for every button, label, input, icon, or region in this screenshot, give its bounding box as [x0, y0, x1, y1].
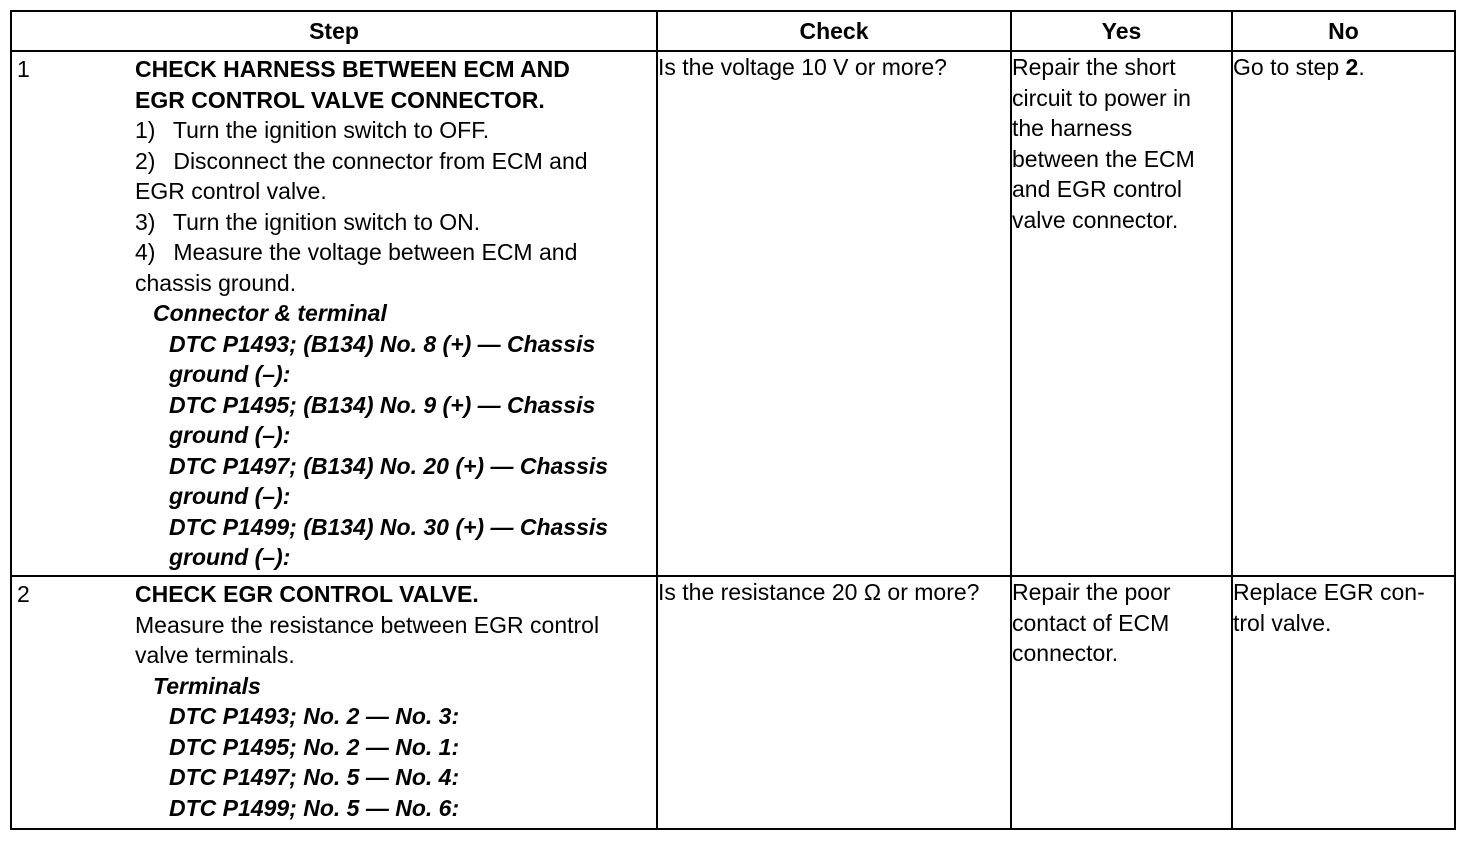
instruction-line: valve terminals. [135, 642, 295, 668]
sub-heading: Connector & terminal [153, 300, 387, 326]
instruction-line: EGR control valve. [135, 178, 327, 204]
table-row [11, 51, 1455, 576]
terminal-spec-line: ground (–): [169, 544, 291, 570]
terminal-spec-line: DTC P1495; No. 2 — No. 1: [169, 733, 460, 760]
diagnostic-procedure-document [10, 10, 1456, 830]
no-action [1233, 52, 1454, 83]
terminal-spec-line: DTC P1495; (B134) No. 9 (+) — Chassis [169, 391, 596, 418]
yes-line: between the ECM [1012, 145, 1195, 172]
instruction-line: chassis ground. [135, 269, 297, 296]
step-body [12, 52, 656, 573]
terminal-spec-line: DTC P1497; (B134) No. 20 (+) — Chassis [169, 452, 609, 479]
instruction-line: 4) Measure the voltage between ECM and [135, 239, 578, 265]
terminal-spec-line: ground (–): [169, 483, 291, 509]
diagnostic-steps-table [10, 10, 1456, 830]
step-number: 1 [17, 56, 30, 82]
yes-line: the harness [1012, 115, 1133, 141]
yes-line: circuit to power in [1012, 84, 1191, 111]
step-title-line: EGR CONTROL VALVE CONNECTOR. [135, 86, 545, 113]
no-cell [1232, 51, 1455, 576]
step-title-line: CHECK HARNESS BETWEEN ECM AND [135, 56, 570, 82]
yes-cell [1011, 576, 1232, 829]
step-number: 2 [17, 581, 30, 607]
header-yes: Yes [1011, 11, 1232, 51]
yes-line: contact of ECM [1012, 609, 1170, 636]
no-line: Replace EGR con- [1233, 579, 1425, 605]
terminal-spec-line: DTC P1493; No. 2 — No. 3: [169, 703, 460, 729]
table-header-row [11, 11, 1455, 51]
sub-heading: Terminals [153, 672, 261, 699]
terminal-spec-line: ground (–): [169, 361, 291, 387]
no-line: trol valve. [1233, 609, 1332, 636]
step-title-line: CHECK EGR CONTROL VALVE. [135, 581, 479, 607]
terminal-spec-line: DTC P1493; (B134) No. 8 (+) — Chassis [169, 330, 596, 357]
instruction-line: 2) Disconnect the connector from ECM and [135, 147, 588, 174]
no-step-ref: 2 [1345, 54, 1359, 80]
header-no: No [1232, 11, 1455, 51]
step-cell [11, 51, 657, 576]
table-row [11, 576, 1455, 829]
header-check: Check [657, 11, 1011, 51]
header-step: Step [11, 11, 657, 51]
terminal-spec-line: DTC P1497; No. 5 — No. 4: [169, 764, 460, 790]
yes-line: Repair the short [1012, 54, 1176, 80]
yes-cell [1011, 51, 1232, 576]
no-cell [1232, 576, 1455, 829]
instruction-line: 3) Turn the ignition switch to ON. [135, 208, 481, 235]
yes-line: Repair the poor [1012, 579, 1171, 605]
yes-line: and EGR control [1012, 176, 1183, 202]
instruction-line: Measure the resistance between EGR control [135, 611, 600, 638]
yes-line: valve connector. [1012, 206, 1179, 233]
instruction-line: 1) Turn the ignition switch to OFF. [135, 117, 490, 143]
check-cell [657, 576, 1011, 829]
terminal-spec-line: DTC P1499; (B134) No. 30 (+) — Chassis [169, 513, 609, 540]
no-prefix: Go to step [1233, 54, 1346, 80]
check-question: Is the resistance 20 Ω or more? [658, 579, 980, 605]
check-cell [657, 51, 1011, 576]
no-suffix: . [1358, 54, 1365, 80]
yes-line: connector. [1012, 640, 1119, 666]
step-body [12, 577, 656, 823]
check-question: Is the voltage 10 V or more? [658, 54, 947, 80]
terminal-spec-line: DTC P1499; No. 5 — No. 6: [169, 794, 460, 821]
terminal-spec-line: ground (–): [169, 422, 291, 448]
step-cell [11, 576, 657, 829]
